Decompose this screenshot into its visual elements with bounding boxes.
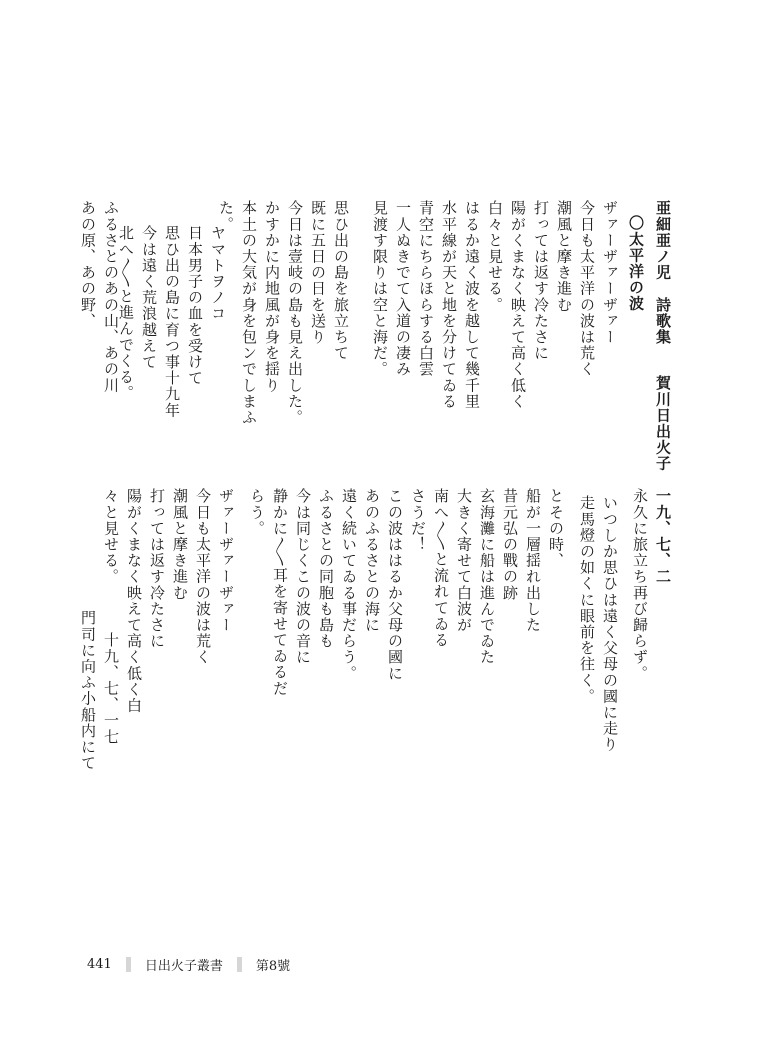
lower-line: この波ははるか父母の國に xyxy=(386,488,404,682)
lower-line: 今日も太平洋の波は荒く xyxy=(194,488,212,666)
footer-divider xyxy=(126,957,131,972)
lower-line: 静かに〳〵耳を寄せてゐるだ xyxy=(271,488,289,697)
lower-line: 南へ〳〵と流れてゐる xyxy=(432,488,450,648)
lower-line: 陽がくまなく映えて高く低く白 xyxy=(125,488,143,714)
upper-line: 既に五日の日を送り xyxy=(309,200,327,345)
poem-place: 門司に向ふ小船内にて xyxy=(79,610,97,771)
lower-line: さうだ！ xyxy=(409,488,427,553)
upper-line: 本土の大気が身を包ンでしまふ xyxy=(240,200,258,426)
lower-line: ザァーザァーザァー xyxy=(217,488,235,633)
lower-line: 玄海灘に船は進んでゐた xyxy=(478,488,496,666)
page-number: 441 xyxy=(87,956,112,972)
lower-line: 今は同じくこの波の音に xyxy=(294,488,312,666)
upper-line: 青空にちらほらする白雲 xyxy=(417,200,435,378)
upper-line: はるか遠く波を越して幾千里 xyxy=(463,200,481,410)
lower-line: 々と見せる。 xyxy=(102,488,120,585)
upper-title: 〇太平洋の波 xyxy=(627,215,645,312)
lower-line: 昔元弘の戰の跡 xyxy=(501,488,519,601)
upper-line: 北へ〳〵と進んでくる。 xyxy=(117,225,135,401)
upper-line: 思ひ出の島を旅立ちて xyxy=(332,200,350,361)
upper-line: 今日は壹岐の島も見え出した。 xyxy=(286,200,304,426)
lower-line: 走馬燈の如くに眼前を往く。 xyxy=(578,495,596,705)
lower-line: 大きく寄せて白波が xyxy=(455,488,473,633)
lower-line: 潮風と摩き進む xyxy=(171,488,189,601)
issue-number: 第8號 xyxy=(255,958,291,974)
lower-line: いつしか思ひは遠く父母の國に走り xyxy=(601,495,619,753)
series-title: 日出火子叢書 xyxy=(144,958,223,974)
upper-line: ヤマトヲノコ xyxy=(209,225,227,322)
upper-line: た。 xyxy=(217,200,235,233)
upper-line: かすかに内地風が身を揺り xyxy=(263,200,281,394)
upper-line: 日本男子の血を受けて xyxy=(186,225,204,386)
page-footer xyxy=(87,954,290,974)
lower-line: 遠く続いてゐる事だらう。 xyxy=(340,488,358,682)
lower-line: あのふるさとの海に xyxy=(363,488,381,633)
upper-author-name: 賀川日出火子 xyxy=(654,375,672,472)
upper-line: 打っては返す冷たさに xyxy=(532,200,550,361)
lower-line: 永久に旅立ち再び歸らず。 xyxy=(631,488,649,682)
upper-author-line: 亜細亜ノ児 詩歌集 xyxy=(654,200,672,345)
lower-line: らう。 xyxy=(248,488,266,537)
upper-line: 思ひ出の島に育つ事十九年 xyxy=(163,225,181,419)
upper-line: 潮風と摩き進む xyxy=(555,200,573,313)
upper-line: あの原、あの野、 xyxy=(79,200,97,329)
lower-line: ふるさとの同胞も島も xyxy=(317,488,335,649)
upper-line: 陽がくまなく映えて高く低く xyxy=(509,200,527,410)
poem-date: 十九、七、一七 xyxy=(102,632,120,745)
upper-line: 今は遠く荒浪越えて xyxy=(140,225,158,370)
upper-line: 水平線が天と地を分けてゐる xyxy=(440,200,458,410)
upper-line: 白々と見せる。 xyxy=(486,200,504,313)
upper-line: ふるさとのあの山、あの川 xyxy=(102,200,120,394)
footer-divider xyxy=(237,957,242,972)
lower-date-heading: 一九、七、二 xyxy=(654,488,672,585)
upper-line: 一人ぬきでて入道の凄み xyxy=(394,200,412,378)
upper-line: 今日も太平洋の波は荒く xyxy=(578,200,596,378)
upper-line: 見渡す限りは空と海だ。 xyxy=(371,200,389,378)
lower-line: 打っては返す冷たさに xyxy=(148,488,166,649)
upper-line: ザァーザァーザァー xyxy=(601,200,619,345)
lower-line: 船が一層揺れ出した xyxy=(524,488,542,633)
lower-line: とその時、 xyxy=(547,488,565,569)
